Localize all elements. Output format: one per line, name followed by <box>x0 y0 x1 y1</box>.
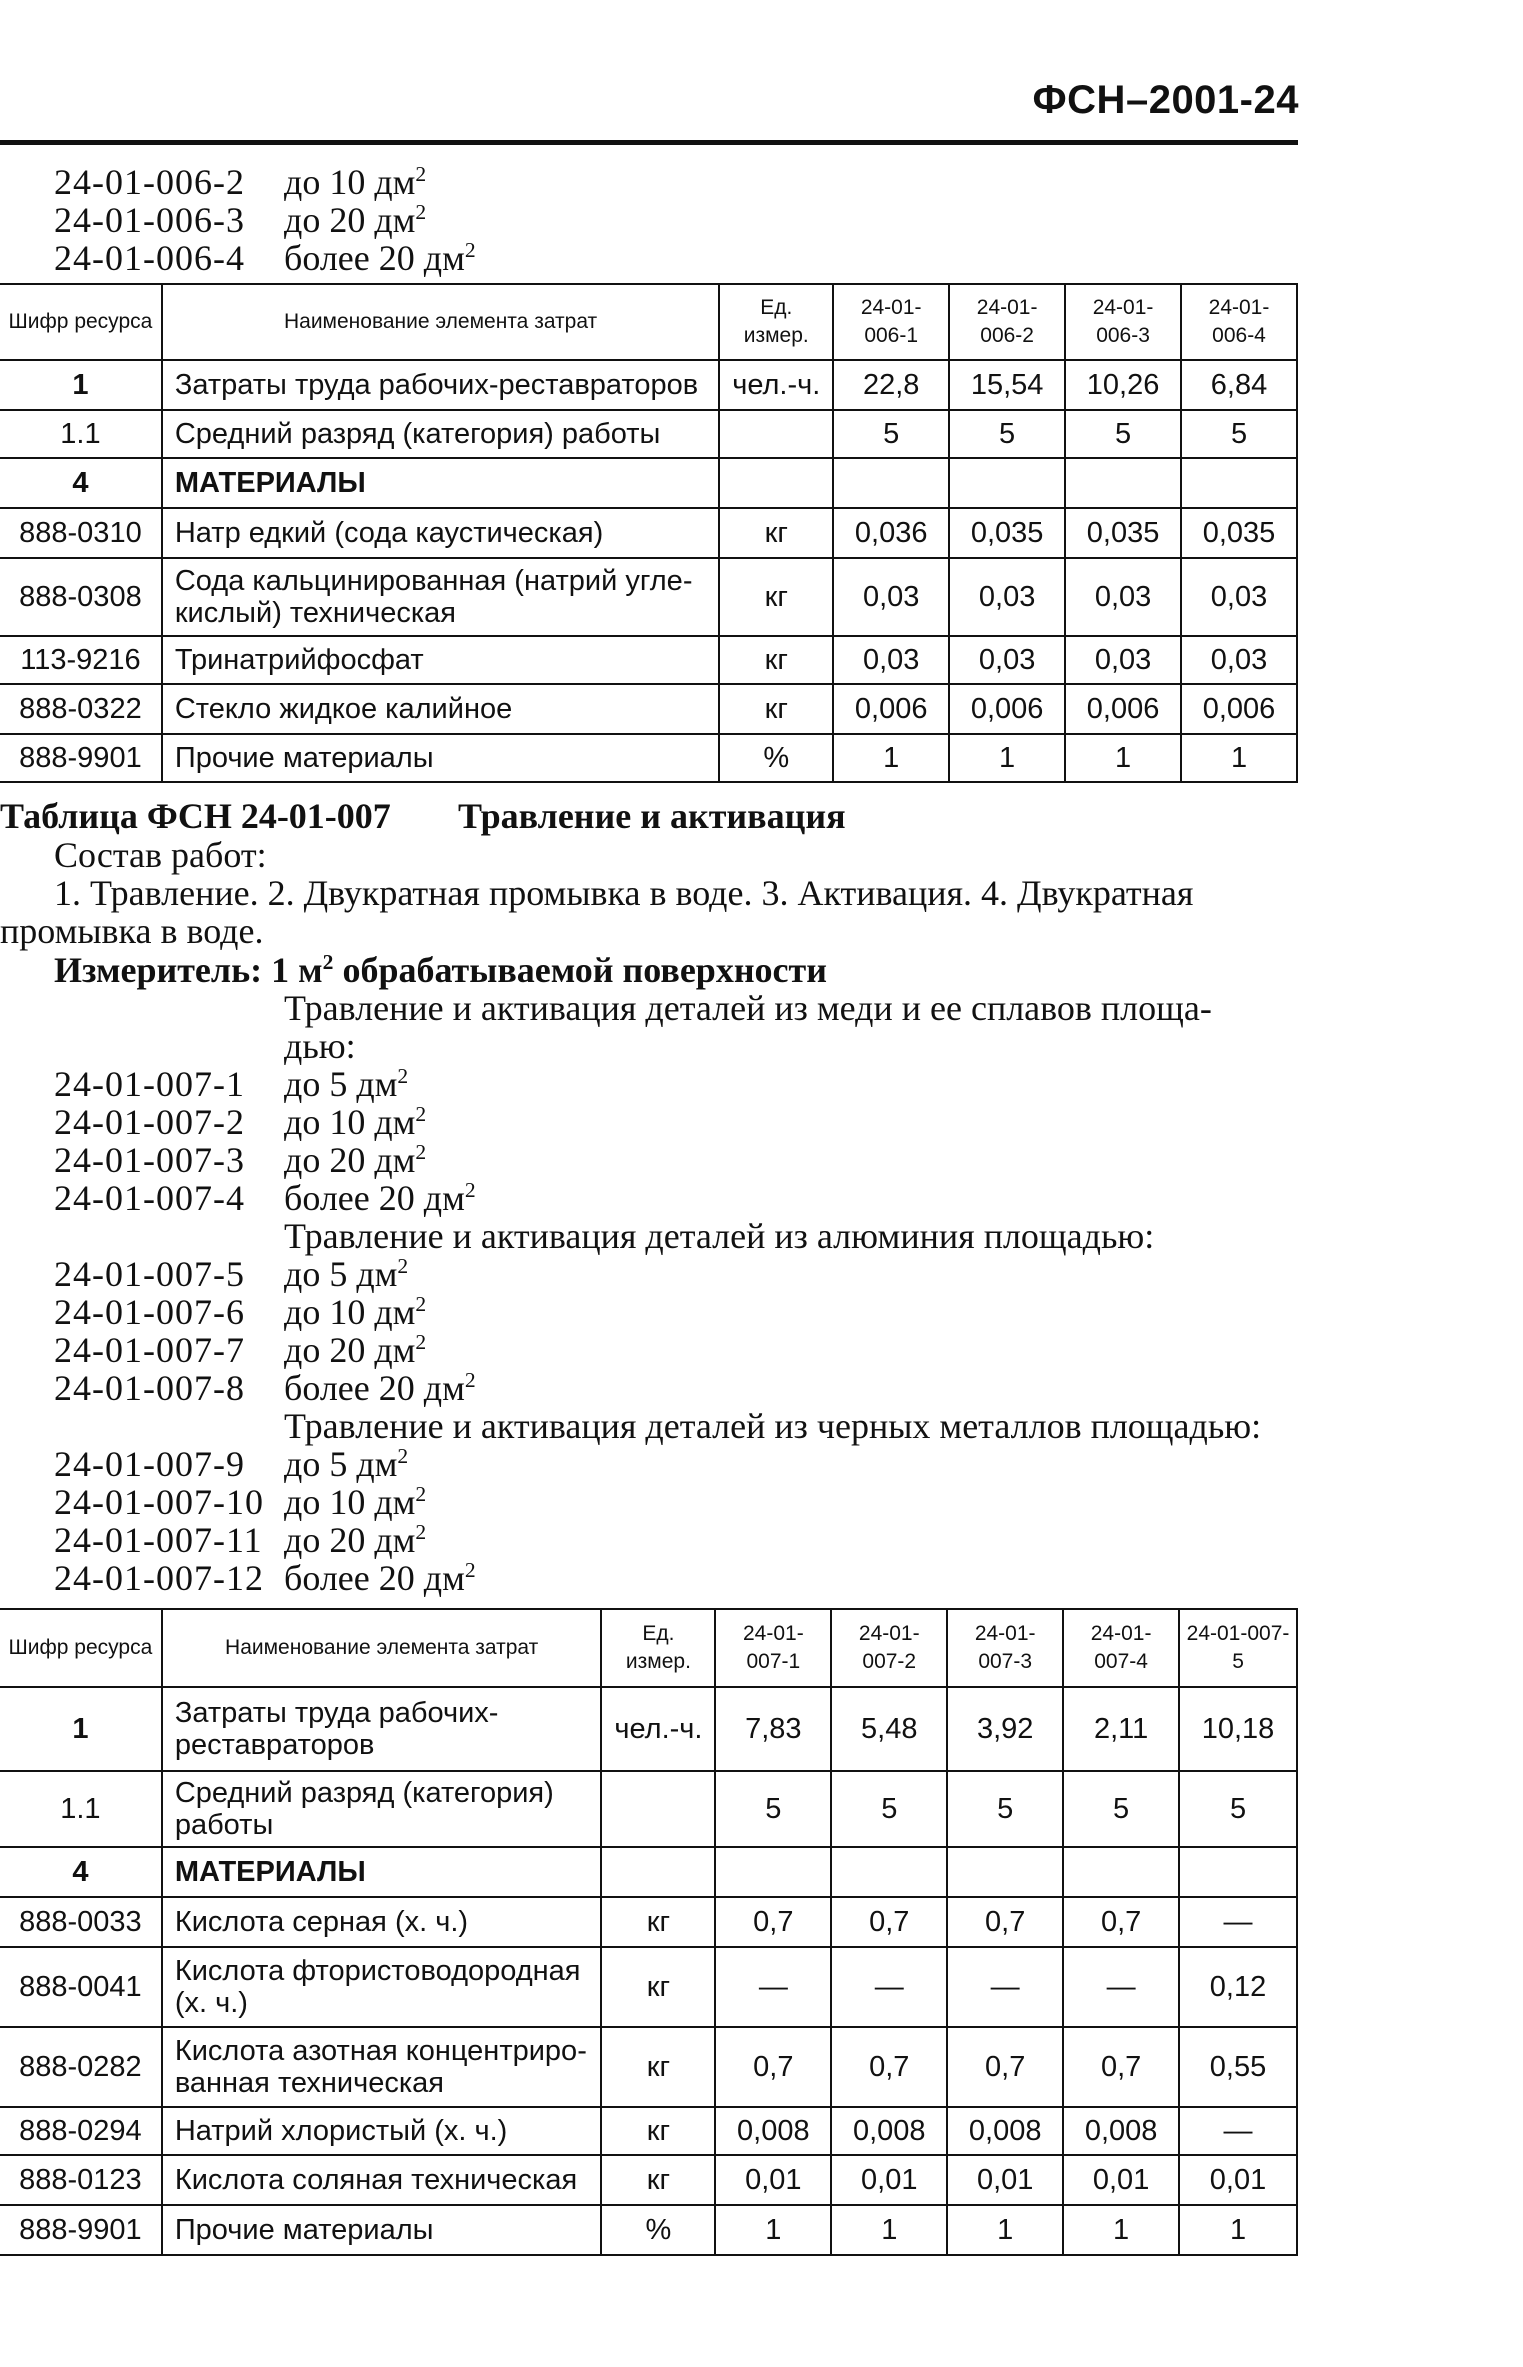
value-cell: — <box>947 1947 1063 2027</box>
code-text: более 20 дм <box>284 1558 465 1598</box>
code-text: до 20 дм <box>284 1140 416 1180</box>
name-cell: Прочие материалы <box>162 734 719 782</box>
value-cell: 0,035 <box>1181 508 1297 558</box>
superscript: 2 <box>397 1064 409 1088</box>
value-cell: 1 <box>715 2205 831 2255</box>
name-cell: Средний разряд (категория) работы <box>162 1771 602 1847</box>
value-cell: 0,7 <box>831 1897 947 1947</box>
value-cell: 1 <box>1065 734 1181 782</box>
value-cell: 0,03 <box>949 636 1065 684</box>
table-row <box>0 2107 1297 2155</box>
value-cell: 0,008 <box>947 2107 1063 2155</box>
code-cell: 1 <box>0 1687 162 1771</box>
value-cell: 0,03 <box>949 558 1065 636</box>
superscript: 2 <box>464 1368 476 1392</box>
value-cell: 0,008 <box>1063 2107 1179 2155</box>
header-cell: Наименование элемента затрат <box>162 284 719 360</box>
code: 24-01-006-2 <box>54 162 245 202</box>
value-cell: 0,7 <box>1063 1897 1179 1947</box>
table-row <box>0 508 1297 558</box>
value-cell: — <box>831 1947 947 2027</box>
value-cell: 0,006 <box>833 684 949 734</box>
table-row <box>0 734 1297 782</box>
table-row <box>0 684 1297 734</box>
value-cell: 0,01 <box>831 2155 947 2205</box>
value-cell: 5 <box>947 1771 1063 1847</box>
value-cell: 0,006 <box>949 684 1065 734</box>
value-cell: 0,01 <box>1179 2155 1297 2205</box>
unit-cell: кг <box>719 684 833 734</box>
name-cell: Стекло жидкое калийное <box>162 684 719 734</box>
unit-cell: кг <box>719 558 833 636</box>
value-cell: 0,03 <box>1181 558 1297 636</box>
unit-cell: кг <box>601 1897 715 1947</box>
superscript: 2 <box>464 1558 476 1582</box>
code-line <box>54 1255 408 1293</box>
code-line <box>54 1331 426 1369</box>
code-line <box>54 1445 408 1483</box>
code-line <box>54 201 426 239</box>
value-cell: 0,01 <box>1063 2155 1179 2205</box>
value-cell: 1 <box>947 2205 1063 2255</box>
code-cell: 1.1 <box>0 1771 162 1847</box>
document-code-header: ФСН–2001-24 <box>1032 78 1299 122</box>
code: 24-01-006-4 <box>54 238 245 278</box>
table-row <box>0 410 1297 458</box>
value-cell: — <box>1179 1897 1297 1947</box>
table-row <box>0 458 1297 508</box>
value-cell: 0,55 <box>1179 2027 1297 2107</box>
code: 24-01-007-7 <box>54 1330 245 1370</box>
code-line <box>54 1521 426 1559</box>
table-row <box>0 1947 1297 2027</box>
value-cell: 0,035 <box>949 508 1065 558</box>
value-cell: 5 <box>831 1771 947 1847</box>
code-cell: 888-0123 <box>0 2155 162 2205</box>
value-cell: 0,03 <box>833 636 949 684</box>
value-cell <box>715 1847 831 1897</box>
code-text: до 5 дм <box>284 1254 398 1294</box>
value-cell: 0,7 <box>831 2027 947 2107</box>
works-label: Состав работ: <box>54 835 267 875</box>
group-heading: Травление и активация деталей из меди и ее сплавов площа- <box>284 988 1212 1028</box>
superscript: 2 <box>415 1102 427 1126</box>
code: 24-01-007-8 <box>54 1368 245 1408</box>
resource-table-006 <box>0 283 1298 783</box>
table-row <box>0 2205 1297 2255</box>
code-cell: 888-0041 <box>0 1947 162 2027</box>
name-cell: МАТЕРИАЛЫ <box>162 1847 602 1897</box>
value-cell <box>947 1847 1063 1897</box>
code: 24-01-007-3 <box>54 1140 245 1180</box>
unit-cell <box>601 1771 715 1847</box>
value-cell: 0,7 <box>715 2027 831 2107</box>
code-cell: 4 <box>0 458 162 508</box>
name-cell: Кислота серная (х. ч.) <box>162 1897 602 1947</box>
value-cell: 3,92 <box>947 1687 1063 1771</box>
table-row <box>0 1847 1297 1897</box>
unit-cell: % <box>719 734 833 782</box>
value-cell <box>1065 458 1181 508</box>
superscript: 2 <box>322 950 334 974</box>
superscript: 2 <box>415 1520 427 1544</box>
measure-suffix: обрабатываемой поверхности <box>333 950 827 990</box>
header-cell: 24-01-007-1 <box>715 1609 831 1687</box>
code-line <box>54 1103 426 1141</box>
code-text: до 10 дм <box>284 162 416 202</box>
value-cell: 0,03 <box>1181 636 1297 684</box>
value-cell: 0,035 <box>1065 508 1181 558</box>
value-cell: 1 <box>949 734 1065 782</box>
superscript: 2 <box>415 200 427 224</box>
superscript: 2 <box>397 1254 409 1278</box>
value-cell: 15,54 <box>949 360 1065 410</box>
value-cell: 10,26 <box>1065 360 1181 410</box>
value-cell <box>949 458 1065 508</box>
value-cell: 0,03 <box>833 558 949 636</box>
unit-cell: кг <box>601 2027 715 2107</box>
code: 24-01-007-5 <box>54 1254 245 1294</box>
superscript: 2 <box>415 1330 427 1354</box>
table-row <box>0 1687 1297 1771</box>
code-line <box>54 163 426 201</box>
table-row <box>0 1897 1297 1947</box>
code-cell: 1 <box>0 360 162 410</box>
header-cell: Ед. измер. <box>719 284 833 360</box>
works-line: 1. Травление. 2. Двукратная промывка в воде. 3. Активация. 4. Двукратная <box>54 873 1194 913</box>
code-text: до 5 дм <box>284 1064 398 1104</box>
code: 24-01-007-2 <box>54 1102 245 1142</box>
code-cell: 888-9901 <box>0 2205 162 2255</box>
value-cell: 0,7 <box>715 1897 831 1947</box>
code-text: до 20 дм <box>284 1330 416 1370</box>
name-cell: Кислота фтористоводородная (х. ч.) <box>162 1947 602 2027</box>
name-cell: Кислота азотная концентриро-ванная техническая <box>162 2027 602 2107</box>
unit-cell: кг <box>601 1947 715 2027</box>
value-cell: 5 <box>949 410 1065 458</box>
value-cell: 0,7 <box>947 1897 1063 1947</box>
resource-table-007 <box>0 1608 1298 2256</box>
code-cell: 888-0294 <box>0 2107 162 2155</box>
superscript: 2 <box>464 1178 476 1202</box>
code-line <box>54 1179 476 1217</box>
header-cell: Наименование элемента затрат <box>162 1609 602 1687</box>
table-row <box>0 558 1297 636</box>
code-text: до 20 дм <box>284 200 416 240</box>
code-text: до 5 дм <box>284 1444 398 1484</box>
value-cell: 0,008 <box>831 2107 947 2155</box>
name-cell: Сода кальцинированная (натрий угле-кислый) техническая <box>162 558 719 636</box>
unit-cell: кг <box>601 2107 715 2155</box>
header-cell: 24-01-006-3 <box>1065 284 1181 360</box>
value-cell: — <box>715 1947 831 2027</box>
superscript: 2 <box>415 1140 427 1164</box>
code: 24-01-007-11 <box>54 1520 263 1560</box>
code-text: до 10 дм <box>284 1482 416 1522</box>
code-line <box>54 1293 426 1331</box>
code-text: до 20 дм <box>284 1520 416 1560</box>
superscript: 2 <box>397 1444 409 1468</box>
table-header-row <box>0 1609 1297 1687</box>
name-cell: Натр едкий (сода каустическая) <box>162 508 719 558</box>
unit-cell <box>719 410 833 458</box>
group-heading: Травление и активация деталей из черных металлов площадью: <box>284 1406 1262 1446</box>
header-rule <box>0 140 1298 145</box>
header-cell: 24-01-007-2 <box>831 1609 947 1687</box>
code-cell: 113-9216 <box>0 636 162 684</box>
table-row <box>0 636 1297 684</box>
value-cell: 0,008 <box>715 2107 831 2155</box>
table-header-row <box>0 284 1297 360</box>
value-cell: 5 <box>833 410 949 458</box>
value-cell: 0,03 <box>1065 636 1181 684</box>
group-heading: дью: <box>284 1026 356 1066</box>
header-cell: 24-01-006-2 <box>949 284 1065 360</box>
value-cell: 0,03 <box>1065 558 1181 636</box>
superscript: 2 <box>415 1292 427 1316</box>
value-cell <box>1179 1847 1297 1897</box>
value-cell: 1 <box>1179 2205 1297 2255</box>
value-cell: — <box>1063 1947 1179 2027</box>
code-cell: 4 <box>0 1847 162 1897</box>
unit-cell: % <box>601 2205 715 2255</box>
header-cell: Шифр ресурса <box>0 284 162 360</box>
code-cell: 888-0033 <box>0 1897 162 1947</box>
unit-cell <box>601 1847 715 1897</box>
table-row <box>0 2027 1297 2107</box>
works-line: промывка в воде. <box>0 911 264 951</box>
code-text: более 20 дм <box>284 1178 465 1218</box>
unit-cell: чел.-ч. <box>719 360 833 410</box>
code-text: до 10 дм <box>284 1102 416 1142</box>
header-cell: Шифр ресурса <box>0 1609 162 1687</box>
name-cell: МАТЕРИАЛЫ <box>162 458 719 508</box>
code-line <box>54 1559 476 1597</box>
code: 24-01-007-9 <box>54 1444 245 1484</box>
unit-cell: кг <box>719 508 833 558</box>
code-line <box>54 1483 426 1521</box>
superscript: 2 <box>415 1482 427 1506</box>
value-cell: 0,7 <box>1063 2027 1179 2107</box>
code: 24-01-007-10 <box>54 1482 264 1522</box>
unit-cell: чел.-ч. <box>601 1687 715 1771</box>
unit-cell <box>719 458 833 508</box>
value-cell: 0,7 <box>947 2027 1063 2107</box>
table-row <box>0 1771 1297 1847</box>
value-cell: 22,8 <box>833 360 949 410</box>
header-cell: 24-01-006-1 <box>833 284 949 360</box>
group-heading: Травление и активация деталей из алюминия площадью: <box>284 1216 1155 1256</box>
code: 24-01-007-6 <box>54 1292 245 1332</box>
value-cell: 0,036 <box>833 508 949 558</box>
code-cell: 888-0310 <box>0 508 162 558</box>
value-cell: 5 <box>1179 1771 1297 1847</box>
value-cell: 0,006 <box>1065 684 1181 734</box>
header-cell: Ед. измер. <box>601 1609 715 1687</box>
value-cell: 0,01 <box>947 2155 1063 2205</box>
code-line <box>54 1065 408 1103</box>
header-cell: 24-01-007-4 <box>1063 1609 1179 1687</box>
value-cell <box>1063 1847 1179 1897</box>
code-cell: 888-0282 <box>0 2027 162 2107</box>
code-cell: 888-0322 <box>0 684 162 734</box>
value-cell: 0,12 <box>1179 1947 1297 2027</box>
measure-line <box>54 951 827 989</box>
header-cell: 24-01-006-4 <box>1181 284 1297 360</box>
code-cell: 888-0308 <box>0 558 162 636</box>
header-cell: 24-01-007-5 <box>1179 1609 1297 1687</box>
value-cell: 7,83 <box>715 1687 831 1771</box>
name-cell: Затраты труда рабочих-реставраторов <box>162 360 719 410</box>
code-text: более 20 дм <box>284 1368 465 1408</box>
value-cell: 10,18 <box>1179 1687 1297 1771</box>
value-cell: 0,01 <box>715 2155 831 2205</box>
value-cell: 1 <box>831 2205 947 2255</box>
value-cell: 1 <box>833 734 949 782</box>
superscript: 2 <box>464 238 476 262</box>
unit-cell: кг <box>719 636 833 684</box>
code-line <box>54 1369 476 1407</box>
value-cell <box>1181 458 1297 508</box>
table-row <box>0 360 1297 410</box>
value-cell: 5 <box>1063 1771 1179 1847</box>
name-cell: Тринатрийфосфат <box>162 636 719 684</box>
code: 24-01-007-1 <box>54 1064 245 1104</box>
unit-cell: кг <box>601 2155 715 2205</box>
table-row <box>0 2155 1297 2205</box>
code-line <box>54 239 476 277</box>
value-cell: 5,48 <box>831 1687 947 1771</box>
value-cell: 5 <box>1065 410 1181 458</box>
value-cell: — <box>1179 2107 1297 2155</box>
value-cell: 0,006 <box>1181 684 1297 734</box>
value-cell: 5 <box>1181 410 1297 458</box>
code-cell: 888-9901 <box>0 734 162 782</box>
name-cell: Натрий хлористый (х. ч.) <box>162 2107 602 2155</box>
table-title: Травление и активация <box>458 796 846 836</box>
code-cell: 1.1 <box>0 410 162 458</box>
value-cell: 6,84 <box>1181 360 1297 410</box>
table-title-line <box>0 797 846 835</box>
code-text: до 10 дм <box>284 1292 416 1332</box>
code: 24-01-007-12 <box>54 1558 264 1598</box>
code-line <box>54 1141 426 1179</box>
value-cell <box>831 1847 947 1897</box>
name-cell: Затраты труда рабочих-реставраторов <box>162 1687 602 1771</box>
value-cell: 2,11 <box>1063 1687 1179 1771</box>
code: 24-01-007-4 <box>54 1178 245 1218</box>
value-cell: 1 <box>1181 734 1297 782</box>
name-cell: Кислота соляная техническая <box>162 2155 602 2205</box>
code-text: более 20 дм <box>284 238 465 278</box>
code: 24-01-006-3 <box>54 200 245 240</box>
value-cell: 5 <box>715 1771 831 1847</box>
name-cell: Прочие материалы <box>162 2205 602 2255</box>
header-cell: 24-01-007-3 <box>947 1609 1063 1687</box>
name-cell: Средний разряд (категория) работы <box>162 410 719 458</box>
superscript: 2 <box>415 162 427 186</box>
value-cell: 1 <box>1063 2205 1179 2255</box>
value-cell <box>833 458 949 508</box>
measure-prefix: Измеритель: 1 м <box>54 950 323 990</box>
table-label: Таблица ФСН 24-01-007 <box>0 796 391 836</box>
